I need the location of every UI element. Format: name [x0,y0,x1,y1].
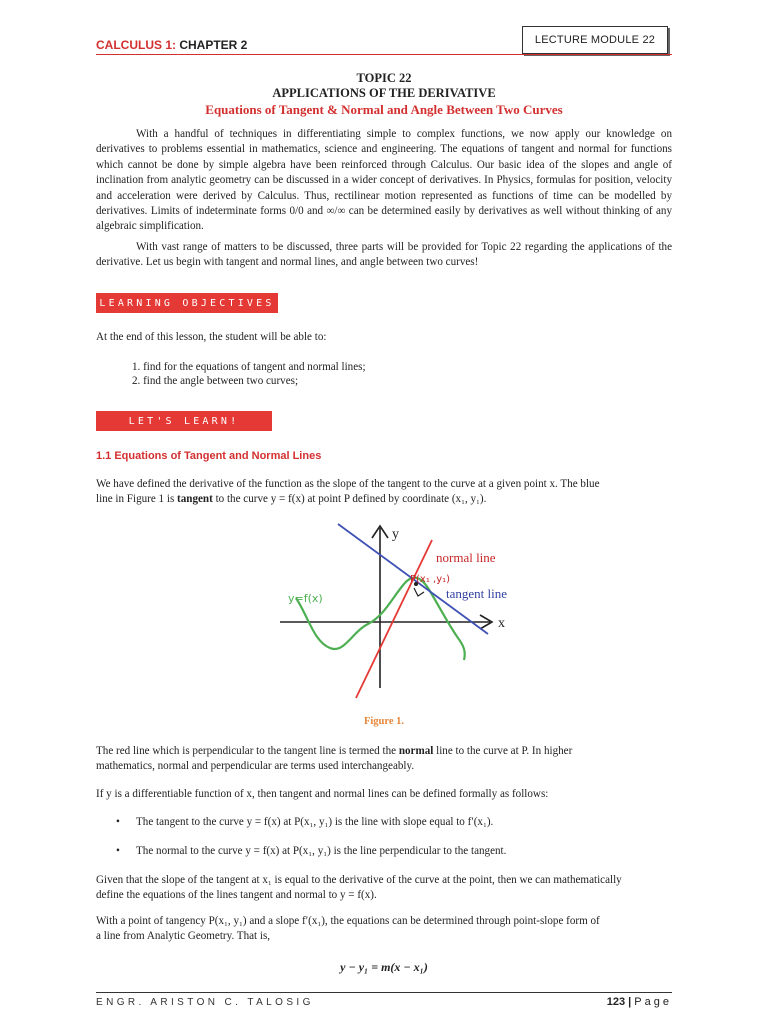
section-paragraph-4 [96,873,672,903]
section-paragraph-5 [96,914,672,944]
course-chapter-header [96,38,247,52]
objective-item: 2. find the angle between two curves; [132,375,299,387]
learning-objectives-banner: LEARNING OBJECTIVES [96,293,278,313]
p2-line-b: mathematics, normal and perpendicular are terms used interchangeably. [96,760,415,772]
bullet-marker: • [116,816,120,828]
point-slope-equation: y − y₁ = m(x − x₁) [340,960,428,974]
p1-line-a: We have defined the derivative of the function as the slope of the tangent to the curve at a given point x. The blue [96,478,600,490]
bullet-normal-definition: The normal to the curve y = f(x) at P(x₁, y₁) is the line perpendicular to the tangent. [136,845,507,857]
footer-author: ENGR. ARISTON C. TALOSIG [96,997,314,1008]
p4-line-a: Given that the slope of the tangent at x₁ is equal to the derivative of the curve at the point, then we can mathematically [96,874,622,886]
footer-page [607,996,672,1008]
lets-learn-banner: LET'S LEARN! [96,411,272,431]
curve-label: y=f(x) [288,592,323,605]
page-number: 123 [606,996,626,1008]
section-paragraph-2 [96,744,672,774]
figure-caption: Figure 1. [363,716,405,727]
normal-bold: normal [398,745,434,757]
p5-line-b: a line from Analytic Geometry. That is, [96,930,271,942]
section-paragraph-3: If y is a differentiable function of x, then tangent and normal lines can be defined formally as follows: [96,788,549,800]
bullet-tangent-definition: The tangent to the curve y = f(x) at P(x₁, y₁) is the line with slope equal to f′(x₁). [136,816,494,828]
section-paragraph-1 [96,477,672,507]
page-word: Page [634,996,672,1008]
chapter-name: CHAPTER 2 [176,38,248,52]
p4-line-b: define the equations of the lines tangent and normal to y = f(x). [96,889,377,901]
bullet-marker: • [116,845,120,857]
lecture-module-box: LECTURE MODULE 22 [522,26,668,54]
page-separator: | [628,996,632,1008]
section-title: 1.1 Equations of Tangent and Normal Lines [96,450,322,462]
y-axis-label: y [392,527,399,542]
tangent-line-label: tangent line [446,586,508,601]
topic-title: APPLICATIONS OF THE DERIVATIVE [272,86,496,100]
footer-divider [96,992,672,993]
header-divider [96,54,672,55]
x-axis-label: x [498,616,505,631]
intro-paragraph-1: With a handful of techniques in differentiating simple to complex functions, we now apply our knowledge on derivatives to problems essential in mathematics, science and engineering. The equations of tangent and normal for functions which cannot be done by simple algebra have been reinforced through Calculus. Our basic idea of the slopes and angle of inclination from analytic geometry can be discussed in a wider concept of derivatives. In Physics, formulas for position, velocity and acceleration were derived by Calculus. Thus, rectilinear motion represented as functions of time can be modelled by derivatives. Limits of indeterminate forms 0/0 and ∞/∞ can be determined easily by derivatives as well without thinking of any algebraic simplification. [96,128,672,233]
intro-paragraph-2: With vast range of matters to be discussed, three parts will be provided for Topic 22 regarding the applications of the derivative. Let us begin with tangent and normal lines, and angle between two curves! [96,241,672,269]
p5-line-a: With a point of tangency P(x₁, y₁) and a slope f′(x₁), the equations can be determined through point-slope form of [96,915,600,927]
tangent-normal-figure [268,512,528,702]
objectives-lead: At the end of this lesson, the student will be able to: [96,331,327,343]
p1-line-b2: to the curve y = f(x) at point P defined by coordinate (x₁, y₁). [212,493,487,505]
right-angle-marker [414,588,424,596]
normal-line-label: normal line [436,550,496,565]
topic-number: TOPIC 22 [356,71,412,85]
objectives-list [132,360,366,388]
p2-line-a2: line to the curve at P. In higher [433,745,573,757]
objective-item: 1. find for the equations of tangent and normal lines; [132,361,366,373]
point-p-label: P(x₁ ,y₁) [410,574,451,585]
course-name: CALCULUS 1: [96,38,176,52]
normal-line [356,540,432,698]
p1-line-b1: line in Figure 1 is [96,493,178,505]
topic-subtitle: Equations of Tangent & Normal and Angle Between Two Curves [205,102,563,117]
tangent-bold: tangent [177,493,213,505]
p2-line-a1: The red line which is perpendicular to the tangent line is termed the [96,745,399,757]
